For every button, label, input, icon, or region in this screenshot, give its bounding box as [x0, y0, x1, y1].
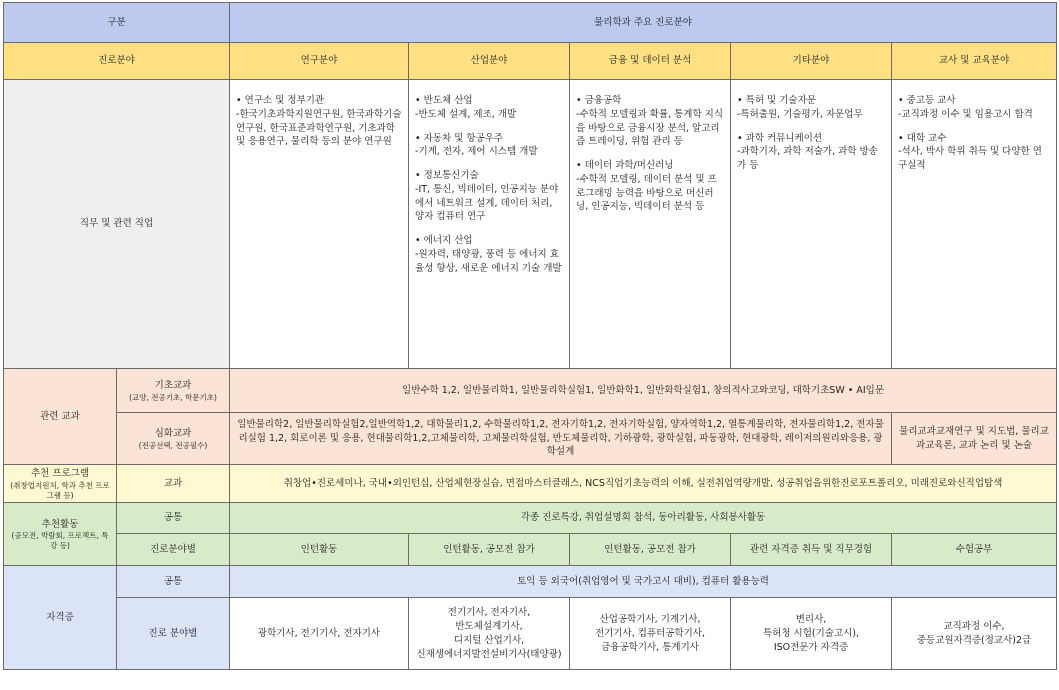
courses-label: 관련 교과	[4, 369, 117, 465]
certs-teacher: 교직과정 이수, 중등교원자격증(정교사)2급	[892, 598, 1057, 670]
field-teacher: 교사 및 교육분야	[892, 43, 1057, 80]
basic-courses-label	[117, 369, 230, 413]
activities-research: 인턴활동	[230, 534, 409, 566]
field-industry: 산업분야	[409, 43, 570, 80]
field-other: 기타분야	[731, 43, 892, 80]
gubun-header: 구분	[4, 3, 230, 43]
field-finance: 금융 및 데이터 분석	[570, 43, 731, 80]
certs-byfield-label: 진로 분야별	[117, 598, 230, 670]
jobs-industry-3-title: • 정보통신기술	[415, 170, 479, 182]
jobs-teacher-1-desc: -교직과정 이수 및 임용고시 합격	[898, 108, 1033, 120]
main-title: 물리학과 주요 진로분야	[230, 3, 1057, 43]
activities-finance: 인턴활동, 공모전 참가	[570, 534, 731, 566]
activities-common: 각종 진로특강, 취업설명회 참석, 동아리활동, 사회봉사활동	[230, 503, 1057, 534]
jobs-research-desc: -한국기초과학지원연구원, 한국과학기술연구원, 한국표준과학연구원, 기초과학 및 응용연구, 물리학 등의 분야 연구원	[236, 108, 402, 148]
certs-research: 광학기사, 전기기사, 전자기사	[230, 598, 409, 670]
advanced-courses-title: 심화교과	[154, 427, 192, 439]
activities-label-cell	[4, 503, 117, 566]
programs-content: 취창업•진로세미나, 국내•외인턴십, 산업체현장실습, 면접마스터클래스, NCS직업기초능력의 이해, 실전취업역량개발, 성공취업을위한진로포트폴리오, 미래진로와신직업탐색	[230, 465, 1057, 503]
jobs-other	[731, 80, 892, 369]
certs-label: 자격증	[4, 566, 117, 670]
certs-industry: 전기기사, 전자기사, 반도체설계기사, 디지털 산업기사, 신재생에너지발전설비기사(태양광)	[409, 598, 570, 670]
jobs-teacher	[892, 80, 1057, 369]
fields-label: 진로분야	[4, 43, 230, 80]
jobs-industry-2-desc: -기계, 전자, 제어 시스템 개발	[415, 146, 538, 158]
activities-industry: 인턴활동, 공모전 참가	[409, 534, 570, 566]
jobs-research	[230, 80, 409, 369]
jobs-industry-3-desc: -IT, 통신, 빅데이터, 인공지능 분야에서 네트워크 설계, 데이터 처리, 양자 컴퓨터 연구	[415, 183, 559, 223]
activities-byfield-label: 진로분야별	[117, 534, 230, 566]
activities-sub: (공모전, 박람회, 프로젝트, 특강 등)	[11, 531, 109, 551]
jobs-teacher-2-desc: -석사, 박사 학위 취득 및 다양한 연구실적	[898, 146, 1042, 172]
jobs-industry-2-title: • 자동차 및 항공우주	[415, 132, 504, 144]
jobs-label: 직무 및 관련 직업	[4, 80, 230, 369]
certs-finance: 산업공학기사, 기계기사, 전기기사, 컴퓨터공학기사, 금융공학기사, 통계기사	[570, 598, 731, 670]
activities-teacher: 수험공부	[892, 534, 1057, 566]
jobs-finance-1-title: • 금융공학	[576, 95, 622, 106]
programs-sub: (취창업지원처, 학과 추천 프로그램 등)	[10, 480, 110, 500]
basic-courses-content: 일반수학 1,2, 일반물리학1, 일반물리학실험1, 일반화학1, 일반화학실험1, 창의적사고와코딩, 대학기초SW • AI입문	[230, 369, 1057, 413]
jobs-teacher-2-title: • 대학 교수	[898, 132, 947, 144]
programs-label: 추천 프로그램	[30, 468, 90, 479]
certs-common-label: 공통	[117, 566, 230, 598]
jobs-industry-4-desc: -원자력, 태양광, 풍력 등 에너지 효율성 향상, 새로운 에너지 기술 개발	[415, 248, 562, 274]
career-table	[3, 2, 1057, 670]
advanced-courses-label	[117, 413, 230, 465]
activities-other: 관련 자격증 취득 및 직무경험	[731, 534, 892, 566]
basic-courses-sub: (교양, 전공기초, 학문기초)	[129, 392, 217, 402]
jobs-finance-1-desc: -수학적 모델링과 확률, 통계학 지식을 바탕으로 금융시장 분석, 알고리즘 트레이딩, 위험 관리 등	[576, 108, 724, 148]
jobs-industry-1-title: • 반도체 산업	[415, 95, 473, 106]
certs-common: 토익 등 외국어(취업영어 및 국가고시 대비), 컴퓨터 활용능력	[230, 566, 1057, 598]
jobs-finance	[570, 80, 731, 369]
advanced-courses-sub: (전공선택, 전공필수)	[138, 440, 208, 450]
advanced-courses-teacher: 물리교과교재연구 및 지도법, 물리교과교육론, 교과 논리 및 논술	[892, 413, 1057, 465]
basic-courses-title: 기초교과	[154, 379, 192, 391]
programs-label-cell	[4, 465, 117, 503]
jobs-industry	[409, 80, 570, 369]
jobs-industry-1-desc: -반도체 설계, 제조, 개발	[415, 108, 517, 120]
jobs-other-2-desc: -과학기자, 과학 저술가, 과학 방송가 등	[737, 146, 878, 172]
advanced-courses-content: 일반물리학2, 일반물리학실험2,일반역학1,2, 대학물리1,2, 수학물리학1,2, 전자기학1,2, 전자기학실험, 양자역학1,2, 열통계물리학, 전자물리학1,2, 전자물리실험 1,2, 회로이론 및 응용, 현대물리학1,2,고체물리학, 고체물리학실험, 반도체물리학, 기하광학, 광학실험, 파동광학, 현대광학, 레이저의원리와응용, 광학설계	[230, 413, 892, 465]
jobs-other-1-title: • 특허 및 기술자문	[737, 95, 816, 106]
jobs-teacher-1-title: • 중고등 교사	[898, 95, 956, 106]
jobs-other-1-desc: -특허출원, 기술평가, 자문업무	[737, 108, 863, 120]
jobs-finance-2-title: • 데이터 과학/머신러닝	[576, 160, 674, 172]
jobs-industry-4-title: • 에너지 산업	[415, 235, 473, 247]
jobs-other-2-title: • 과학 커뮤니케이션	[737, 132, 823, 144]
activities-common-label: 공통	[117, 503, 230, 534]
jobs-research-title: • 연구소 및 정부기관	[236, 95, 325, 106]
activities-label: 추천활동	[41, 518, 79, 530]
programs-sublabel: 교과	[117, 465, 230, 503]
jobs-finance-2-desc: -수학적 모델링, 데이터 분석 및 프로그래밍 능력을 바탕으로 머신러닝, 인공지능, 빅데이터 분석 등	[576, 173, 717, 213]
certs-other: 변리사, 특허청 시험(기술고시), ISO전문가 자격증	[731, 598, 892, 670]
field-research: 연구분야	[230, 43, 409, 80]
